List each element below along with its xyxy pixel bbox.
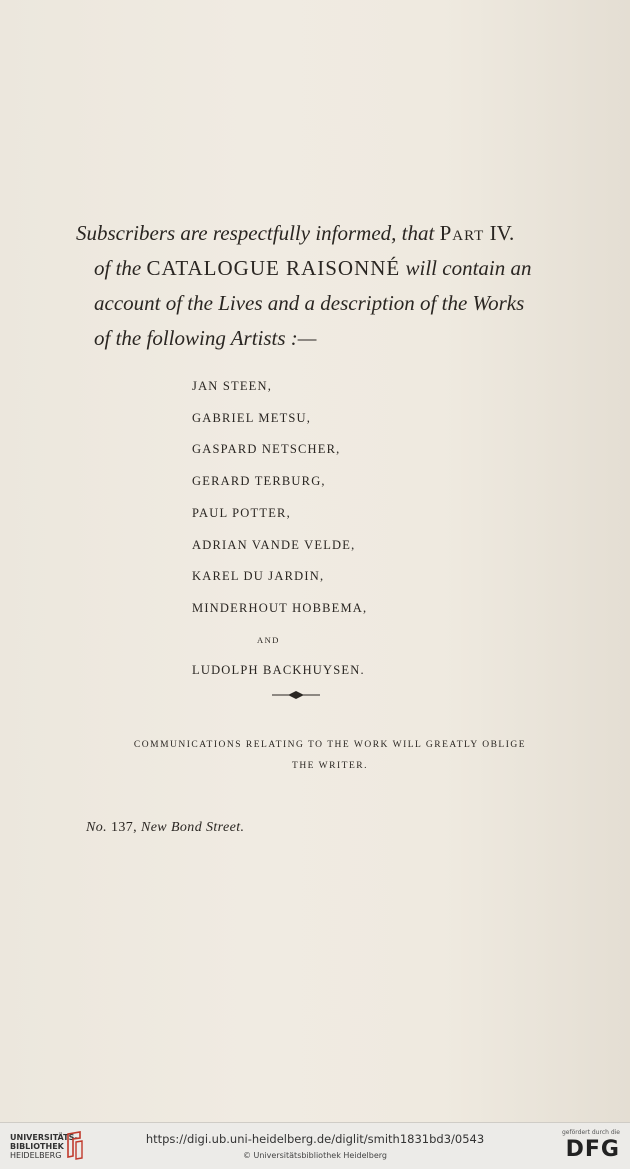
notice-line-2: of the CATALOGUE RAISONNÉ will contain an: [94, 256, 532, 280]
notice-line-1: Subscribers are respectfully informed, that Part IV.: [76, 221, 515, 245]
catalogue-title: CATALOGUE RAISONNÉ: [146, 256, 401, 280]
notice-line-3: account of the Lives and a description of the Works: [94, 291, 525, 315]
list-item: GABRIEL METSU,: [192, 410, 312, 425]
list-item: ADRIAN VANDE VELDE,: [192, 537, 356, 552]
communications-line-1: COMMUNICATIONS RELATING TO THE WORK WILL GREATLY OBLIGE: [133, 740, 527, 750]
diamond-rule-ornament: [272, 688, 320, 702]
and-connector: AND: [257, 634, 280, 645]
notice-line-4: of the following Artists :—: [94, 326, 317, 350]
copyright-notice: © Universitätsbibliothek Heidelberg: [242, 1151, 387, 1160]
list-item: JAN STEEN,: [192, 379, 273, 393]
communications-line-2: THE WRITER.: [292, 761, 368, 771]
viewer-footer: [0, 1122, 630, 1169]
list-item: LUDOLPH BACKHUYSEN.: [192, 662, 365, 677]
publisher-address: No. 137, New Bond Street.: [86, 820, 245, 835]
list-item: MINDERHOUT HOBBEMA,: [192, 600, 368, 615]
list-item: PAUL POTTER,: [192, 505, 291, 520]
permalink-url[interactable]: https://digi.ub.uni-heidelberg.de/diglit/smith1831bd3/0543: [145, 1132, 485, 1146]
dfg-logo: DFG: [565, 1137, 620, 1162]
list-item: GASPARD NETSCHER,: [192, 442, 341, 457]
subscriber-notice: [76, 216, 532, 356]
list-item: KAREL DU JARDIN,: [192, 569, 325, 584]
library-name: UNIVERSITÄTS- BIBLIOTHEK HEIDELBERG: [10, 1133, 78, 1160]
funding-note: gefördert durch die: [562, 1129, 620, 1136]
artist-list: [192, 371, 367, 686]
list-item: GERARD TERBURG,: [192, 474, 326, 489]
part-word: Part: [439, 221, 485, 245]
